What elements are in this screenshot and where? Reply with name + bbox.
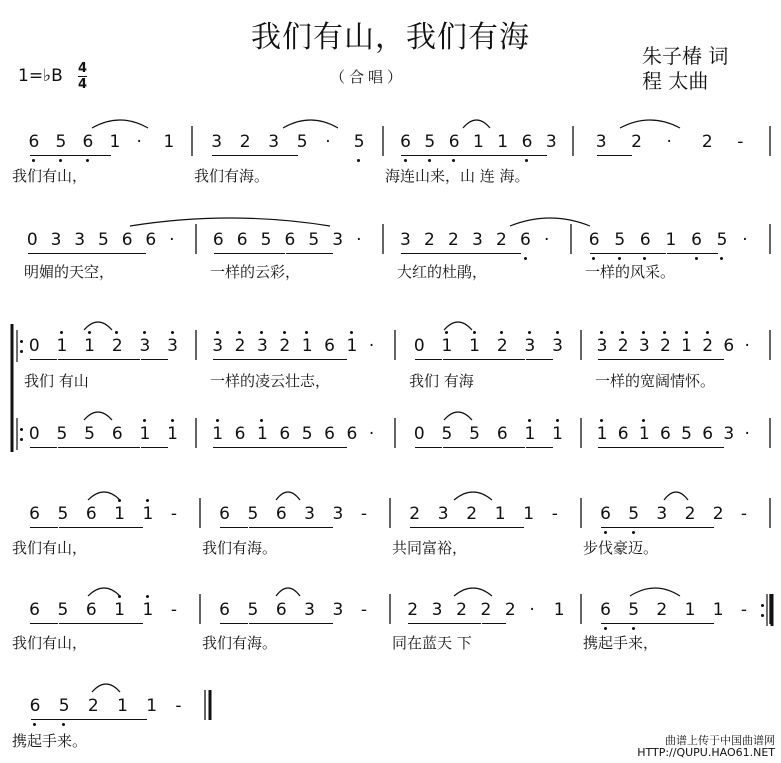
dash-extension: - bbox=[360, 504, 367, 524]
note: 5 bbox=[58, 696, 70, 716]
note: 6 bbox=[275, 600, 287, 620]
dot-extension: · bbox=[742, 230, 748, 250]
note: 6 bbox=[346, 424, 358, 444]
note: 1 bbox=[665, 230, 677, 250]
slur bbox=[283, 120, 338, 128]
note: 5 bbox=[301, 424, 313, 444]
note: 6 bbox=[212, 230, 224, 250]
dash-extension: - bbox=[170, 504, 177, 524]
note: 1 bbox=[114, 600, 125, 620]
lyric-line: 我们有海。 bbox=[202, 634, 278, 652]
note: 5 bbox=[247, 504, 259, 524]
note: 1 bbox=[523, 504, 535, 524]
dash-extension: - bbox=[360, 600, 367, 620]
note: 6 bbox=[400, 132, 411, 152]
note: 1 bbox=[56, 336, 68, 356]
note: 3 bbox=[524, 336, 536, 356]
note: 5 bbox=[57, 600, 69, 620]
lyric-line: 大红的杜鹃， bbox=[397, 263, 488, 281]
note: 0 bbox=[26, 230, 38, 250]
slur bbox=[92, 684, 120, 692]
note: 5 bbox=[84, 424, 95, 444]
note: 1 bbox=[212, 424, 224, 444]
note: 5 bbox=[441, 424, 453, 444]
slur bbox=[276, 492, 300, 500]
note: 6 bbox=[29, 504, 40, 524]
watermark: 曲谱上传于中国曲谱网 HTTP://QUPU.HAO61.NET bbox=[637, 734, 775, 759]
dot-extension: · bbox=[744, 424, 750, 444]
slur bbox=[88, 492, 120, 500]
note: 5 bbox=[469, 424, 480, 444]
note: 6 bbox=[85, 600, 97, 620]
note: 5 bbox=[56, 424, 68, 444]
note: 3 bbox=[595, 132, 607, 152]
note: 2 bbox=[701, 132, 713, 152]
note: 1 bbox=[441, 336, 453, 356]
note: 3 bbox=[400, 230, 411, 250]
note: 1 bbox=[84, 336, 95, 356]
note: 6 bbox=[275, 504, 287, 524]
note: 5 bbox=[628, 600, 640, 620]
note: 6 bbox=[723, 336, 735, 356]
note: 0 bbox=[28, 424, 40, 444]
dot-extension: · bbox=[744, 336, 750, 356]
note: 2 bbox=[234, 336, 246, 356]
slur bbox=[630, 588, 680, 596]
dot-extension: · bbox=[666, 132, 672, 152]
dot-extension: · bbox=[136, 132, 142, 152]
note: 3 bbox=[472, 230, 483, 250]
note: 5 bbox=[57, 504, 69, 524]
dot-extension: · bbox=[368, 424, 375, 444]
note: 2 bbox=[87, 696, 99, 716]
note: 6 bbox=[659, 424, 671, 444]
note: 5 bbox=[681, 424, 692, 444]
note: 2 bbox=[496, 336, 508, 356]
lyric-line: 我们 有山 bbox=[24, 372, 89, 390]
note: 5 bbox=[628, 504, 640, 524]
note: 3 bbox=[268, 132, 280, 152]
note: 2 bbox=[111, 336, 123, 356]
lyric-line: 一样的风采。 bbox=[585, 263, 676, 281]
lyric-line: 同在蓝天 下 bbox=[392, 634, 472, 652]
note: 6 bbox=[520, 230, 531, 250]
note: 6 bbox=[600, 504, 611, 524]
lyric-line: 一样的宽阔情怀。 bbox=[595, 372, 716, 390]
slur bbox=[664, 492, 688, 500]
chorus-subtitle: （合唱） bbox=[330, 68, 407, 86]
note: 3 bbox=[212, 336, 224, 356]
time-signature: 4 4 bbox=[78, 61, 88, 92]
note: 2 bbox=[279, 336, 291, 356]
note: 2 bbox=[656, 600, 668, 620]
note: 1 bbox=[524, 424, 536, 444]
note: 1 bbox=[167, 424, 178, 444]
note: 5 bbox=[424, 132, 436, 152]
note: 3 bbox=[723, 424, 735, 444]
note: 6 bbox=[600, 600, 611, 620]
note: 2 bbox=[424, 230, 435, 250]
note: 5 bbox=[55, 132, 67, 152]
note: 3 bbox=[304, 504, 315, 524]
note: 1 bbox=[712, 600, 724, 620]
note: 6 bbox=[617, 424, 629, 444]
note: 1 bbox=[142, 600, 154, 620]
note: 2 bbox=[456, 600, 467, 620]
note: 1 bbox=[163, 132, 175, 152]
note: 3 bbox=[656, 504, 668, 524]
note: 5 bbox=[98, 230, 109, 250]
lyric-line: 携起手来， bbox=[583, 634, 659, 652]
note: 0 bbox=[28, 336, 40, 356]
lyricist-credit: 朱子椿 词 bbox=[642, 44, 729, 68]
note: 3 bbox=[437, 504, 449, 524]
note: 6 bbox=[219, 600, 230, 620]
note: 6 bbox=[111, 424, 123, 444]
note: 3 bbox=[74, 230, 86, 250]
note: 6 bbox=[324, 424, 335, 444]
slur bbox=[276, 588, 300, 596]
dash-extension: - bbox=[740, 504, 748, 524]
note: 6 bbox=[324, 336, 335, 356]
lyric-line: 我们有山， bbox=[12, 539, 88, 557]
dot-extension: · bbox=[325, 132, 331, 152]
note: 3 bbox=[431, 600, 443, 620]
lyric-line: 我们有海。 bbox=[202, 539, 278, 557]
note: 1 bbox=[142, 504, 154, 524]
slur bbox=[130, 218, 330, 226]
note: 1 bbox=[497, 132, 509, 152]
slur bbox=[444, 412, 472, 420]
lyric-line: 步伐豪迈。 bbox=[583, 539, 659, 557]
note: 3 bbox=[545, 132, 557, 152]
lyric-line: 我们有山， bbox=[12, 167, 88, 185]
note: 6 bbox=[121, 230, 133, 250]
note: 5 bbox=[247, 600, 259, 620]
note: 1 bbox=[684, 600, 696, 620]
note: 1 bbox=[494, 504, 506, 524]
note: 6 bbox=[234, 424, 246, 444]
note: 1 bbox=[114, 504, 125, 524]
note: 6 bbox=[279, 424, 291, 444]
note: 2 bbox=[239, 132, 251, 152]
note: 1 bbox=[301, 336, 313, 356]
note: 1 bbox=[109, 132, 121, 152]
note: 5 bbox=[260, 230, 272, 250]
slur bbox=[620, 120, 680, 128]
slur bbox=[84, 412, 112, 420]
note: 3 bbox=[256, 336, 268, 356]
note: 1 bbox=[146, 696, 158, 716]
dot-extension: · bbox=[169, 230, 175, 250]
note: 2 bbox=[712, 504, 724, 524]
note: 2 bbox=[480, 600, 492, 620]
note: 2 bbox=[702, 336, 714, 356]
note: 3 bbox=[332, 230, 344, 250]
note: 6 bbox=[639, 230, 651, 250]
note: 6 bbox=[29, 696, 41, 716]
lyric-line: 海连山来，山 连 海。 bbox=[385, 167, 530, 185]
note: 5 bbox=[308, 230, 320, 250]
note: 3 bbox=[552, 336, 563, 356]
note: 3 bbox=[332, 600, 344, 620]
slur bbox=[88, 588, 120, 596]
note: 2 bbox=[466, 504, 478, 524]
note: 6 bbox=[236, 230, 248, 250]
note: 1 bbox=[681, 336, 692, 356]
note: 6 bbox=[29, 600, 40, 620]
lyric-line: 我们有海。 bbox=[194, 167, 270, 185]
dash-extension: - bbox=[175, 696, 182, 716]
key-signature: 1=♭B bbox=[18, 66, 63, 86]
note: 2 bbox=[617, 336, 629, 356]
lyric-line: 一样的云彩， bbox=[210, 263, 301, 281]
dash-extension: - bbox=[551, 504, 558, 524]
note: 2 bbox=[409, 504, 421, 524]
note: 3 bbox=[167, 336, 178, 356]
composer-credit: 程 太曲 bbox=[642, 69, 709, 93]
note: 6 bbox=[521, 132, 533, 152]
note: 3 bbox=[332, 504, 344, 524]
note: 5 bbox=[614, 230, 626, 250]
note: 1 bbox=[638, 424, 650, 444]
slur bbox=[463, 120, 490, 128]
dot-extension: · bbox=[544, 230, 550, 250]
slur bbox=[454, 588, 492, 596]
note: 1 bbox=[552, 424, 563, 444]
lyric-line: 我们 有海 bbox=[409, 372, 474, 390]
note: 2 bbox=[496, 230, 507, 250]
slur bbox=[510, 218, 590, 226]
note: 2 bbox=[659, 336, 671, 356]
note: 2 bbox=[684, 504, 696, 524]
note: 0 bbox=[413, 424, 425, 444]
note: 6 bbox=[145, 230, 157, 250]
note: 2 bbox=[504, 600, 516, 620]
dot-extension: · bbox=[529, 600, 535, 620]
lyric-line: 携起手来。 bbox=[12, 732, 88, 750]
note: 1 bbox=[139, 424, 151, 444]
note: 1 bbox=[553, 600, 565, 620]
note: 6 bbox=[219, 504, 230, 524]
note: 6 bbox=[28, 132, 40, 152]
note: 6 bbox=[691, 230, 702, 250]
note: 3 bbox=[139, 336, 151, 356]
note: 3 bbox=[211, 132, 223, 152]
note: 3 bbox=[638, 336, 650, 356]
note: 6 bbox=[448, 132, 460, 152]
note: 1 bbox=[346, 336, 358, 356]
dash-extension: - bbox=[740, 600, 748, 620]
note: 5 bbox=[296, 132, 308, 152]
note: 6 bbox=[496, 424, 508, 444]
note: 5 bbox=[353, 132, 365, 152]
slur bbox=[444, 322, 472, 330]
song-title: 我们有山，我们有海 bbox=[251, 20, 530, 55]
dot-extension: · bbox=[368, 336, 375, 356]
note: 6 bbox=[588, 230, 600, 250]
lyric-line: 明媚的天空， bbox=[24, 263, 115, 281]
note: 6 bbox=[702, 424, 714, 444]
note: 2 bbox=[407, 600, 419, 620]
note: 2 bbox=[631, 132, 642, 152]
slur bbox=[454, 492, 492, 500]
note: 3 bbox=[596, 336, 608, 356]
note: 2 bbox=[448, 230, 459, 250]
dash-extension: - bbox=[737, 132, 744, 152]
note: 6 bbox=[82, 132, 94, 152]
lyric-line: 共同富裕， bbox=[392, 539, 468, 557]
note: 1 bbox=[256, 424, 268, 444]
note: 0 bbox=[413, 336, 425, 356]
note: 1 bbox=[469, 336, 480, 356]
note: 1 bbox=[117, 696, 128, 716]
dash-extension: - bbox=[170, 600, 177, 620]
note: 6 bbox=[284, 230, 296, 250]
note: 1 bbox=[596, 424, 608, 444]
dot-extension: · bbox=[356, 230, 362, 250]
lyric-line: 一样的凌云壮志， bbox=[210, 372, 331, 390]
slur bbox=[92, 120, 148, 128]
lyric-line: 我们有山， bbox=[12, 634, 88, 652]
note: 1 bbox=[473, 132, 484, 152]
slur bbox=[84, 322, 112, 330]
note: 3 bbox=[304, 600, 315, 620]
note: 6 bbox=[85, 504, 97, 524]
note: 5 bbox=[716, 230, 728, 250]
note: 3 bbox=[50, 230, 62, 250]
